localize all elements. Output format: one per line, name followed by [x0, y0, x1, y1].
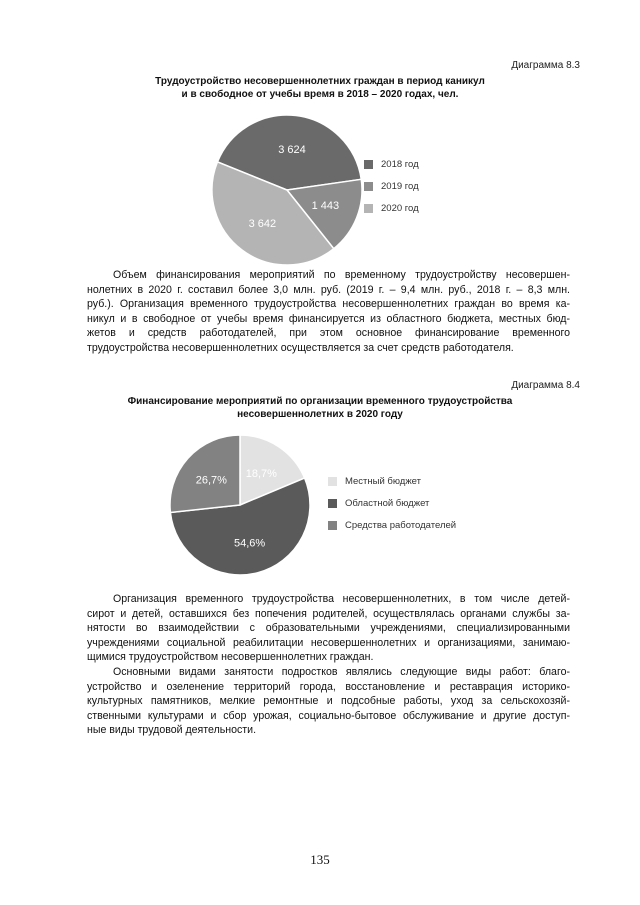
text-line: ные виды трудовой деятельности. [87, 724, 257, 737]
data-label: 1 443 [311, 200, 340, 213]
text-line: трудоустройства несовершеннолетних осуществляется за счет средств работодателя. [87, 341, 514, 354]
data-label: 54,6% [233, 537, 266, 550]
pie-chart-employment [195, 110, 375, 270]
data-label: 3 642 [248, 218, 277, 231]
legend-swatch [364, 204, 373, 213]
legend-swatch [328, 477, 337, 486]
text-line: Объем финансирования мероприятий по временному трудоустройству несовершен- [113, 269, 570, 281]
diagram-label: Диаграмма 8.3 [511, 60, 580, 71]
legend-item [364, 197, 419, 219]
paragraph [87, 268, 570, 356]
paragraph [87, 665, 570, 738]
text-line: Организация временного трудоустройства несовершеннолетних, в том числе детей- [113, 593, 570, 605]
page-number: 135 [310, 852, 330, 867]
legend-label: Средства работодателей [345, 519, 457, 531]
text-line: Основными видами занятости подростков являлись следующие виды работ: благо- [113, 666, 570, 678]
chart-legend [328, 470, 456, 536]
diagram-title-line: и в свободное от учебы время в 2018 – 2020 годах, чел. [181, 89, 459, 100]
text-line: руб.). Организация временного трудоустройства несовершеннолетних граждан во время ка- [87, 298, 570, 311]
diagram-title [70, 75, 570, 101]
paragraph [87, 592, 570, 665]
text-line: учреждениями социальной реабилитации несовершеннолетних и организациями, занимаю- [87, 636, 570, 649]
legend-swatch [328, 521, 337, 530]
diagram-title-line: Трудоустройство несовершеннолетних граждан в период каникул [155, 76, 485, 87]
text-line: устройство и озеленение территорий города, восстановление и реставрация историко- [87, 680, 570, 693]
text-line: нятости во взаимодействии с образовательными учреждениями, специализированными [87, 622, 570, 635]
diagram-title [70, 395, 570, 421]
legend-swatch [328, 499, 337, 508]
text-line: ственными культурами и сбор урожая, социально-бытовое обслуживание и другие доступ- [87, 709, 570, 722]
diagram-title-line: Финансирование мероприятий по организации временного трудоустройства [127, 396, 513, 407]
text-line: никул и в свободное от учебы время финансируется из областного бюджета, местных бюд- [87, 312, 570, 325]
legend-label: 2019 год [381, 180, 419, 192]
diagram-title-line: несовершеннолетних в 2020 году [237, 409, 403, 420]
legend-swatch [364, 182, 373, 191]
legend-item [328, 492, 456, 514]
legend-item [328, 470, 456, 492]
pie-chart-financing [160, 430, 330, 580]
legend-swatch [364, 160, 373, 169]
legend-label: Областной бюджет [345, 497, 430, 509]
text-line: нолетних в 2020 г. составил более 3,0 млн. руб. (2019 г. – 9,4 млн. руб., 2018 г. – 8,3 млн. [87, 283, 570, 296]
legend-label: 2018 год [381, 158, 419, 170]
text-line: жетов и средств работодателей, при этом основное финансирование временного [87, 327, 570, 340]
text-line: сирот и детей, оставшихся без попечения родителей, осуществлялась органами службы за- [87, 607, 570, 620]
legend-label: 2020 год [381, 202, 419, 214]
data-label: 3 624 [278, 144, 306, 157]
text-line: щимися трудоустройством несовершеннолетних граждан. [87, 651, 374, 664]
diagram-label: Диаграмма 8.4 [511, 380, 580, 391]
data-label: 18,7% [245, 467, 277, 480]
chart-legend [364, 153, 419, 219]
data-label: 26,7% [195, 474, 227, 487]
legend-item [328, 514, 456, 536]
legend-item [364, 153, 419, 175]
text-line: культурных памятников, мелкие ремонтные и подсобные работы, уход за сельскохозяй- [87, 695, 570, 708]
legend-item [364, 175, 419, 197]
legend-label: Местный бюджет [345, 475, 421, 487]
